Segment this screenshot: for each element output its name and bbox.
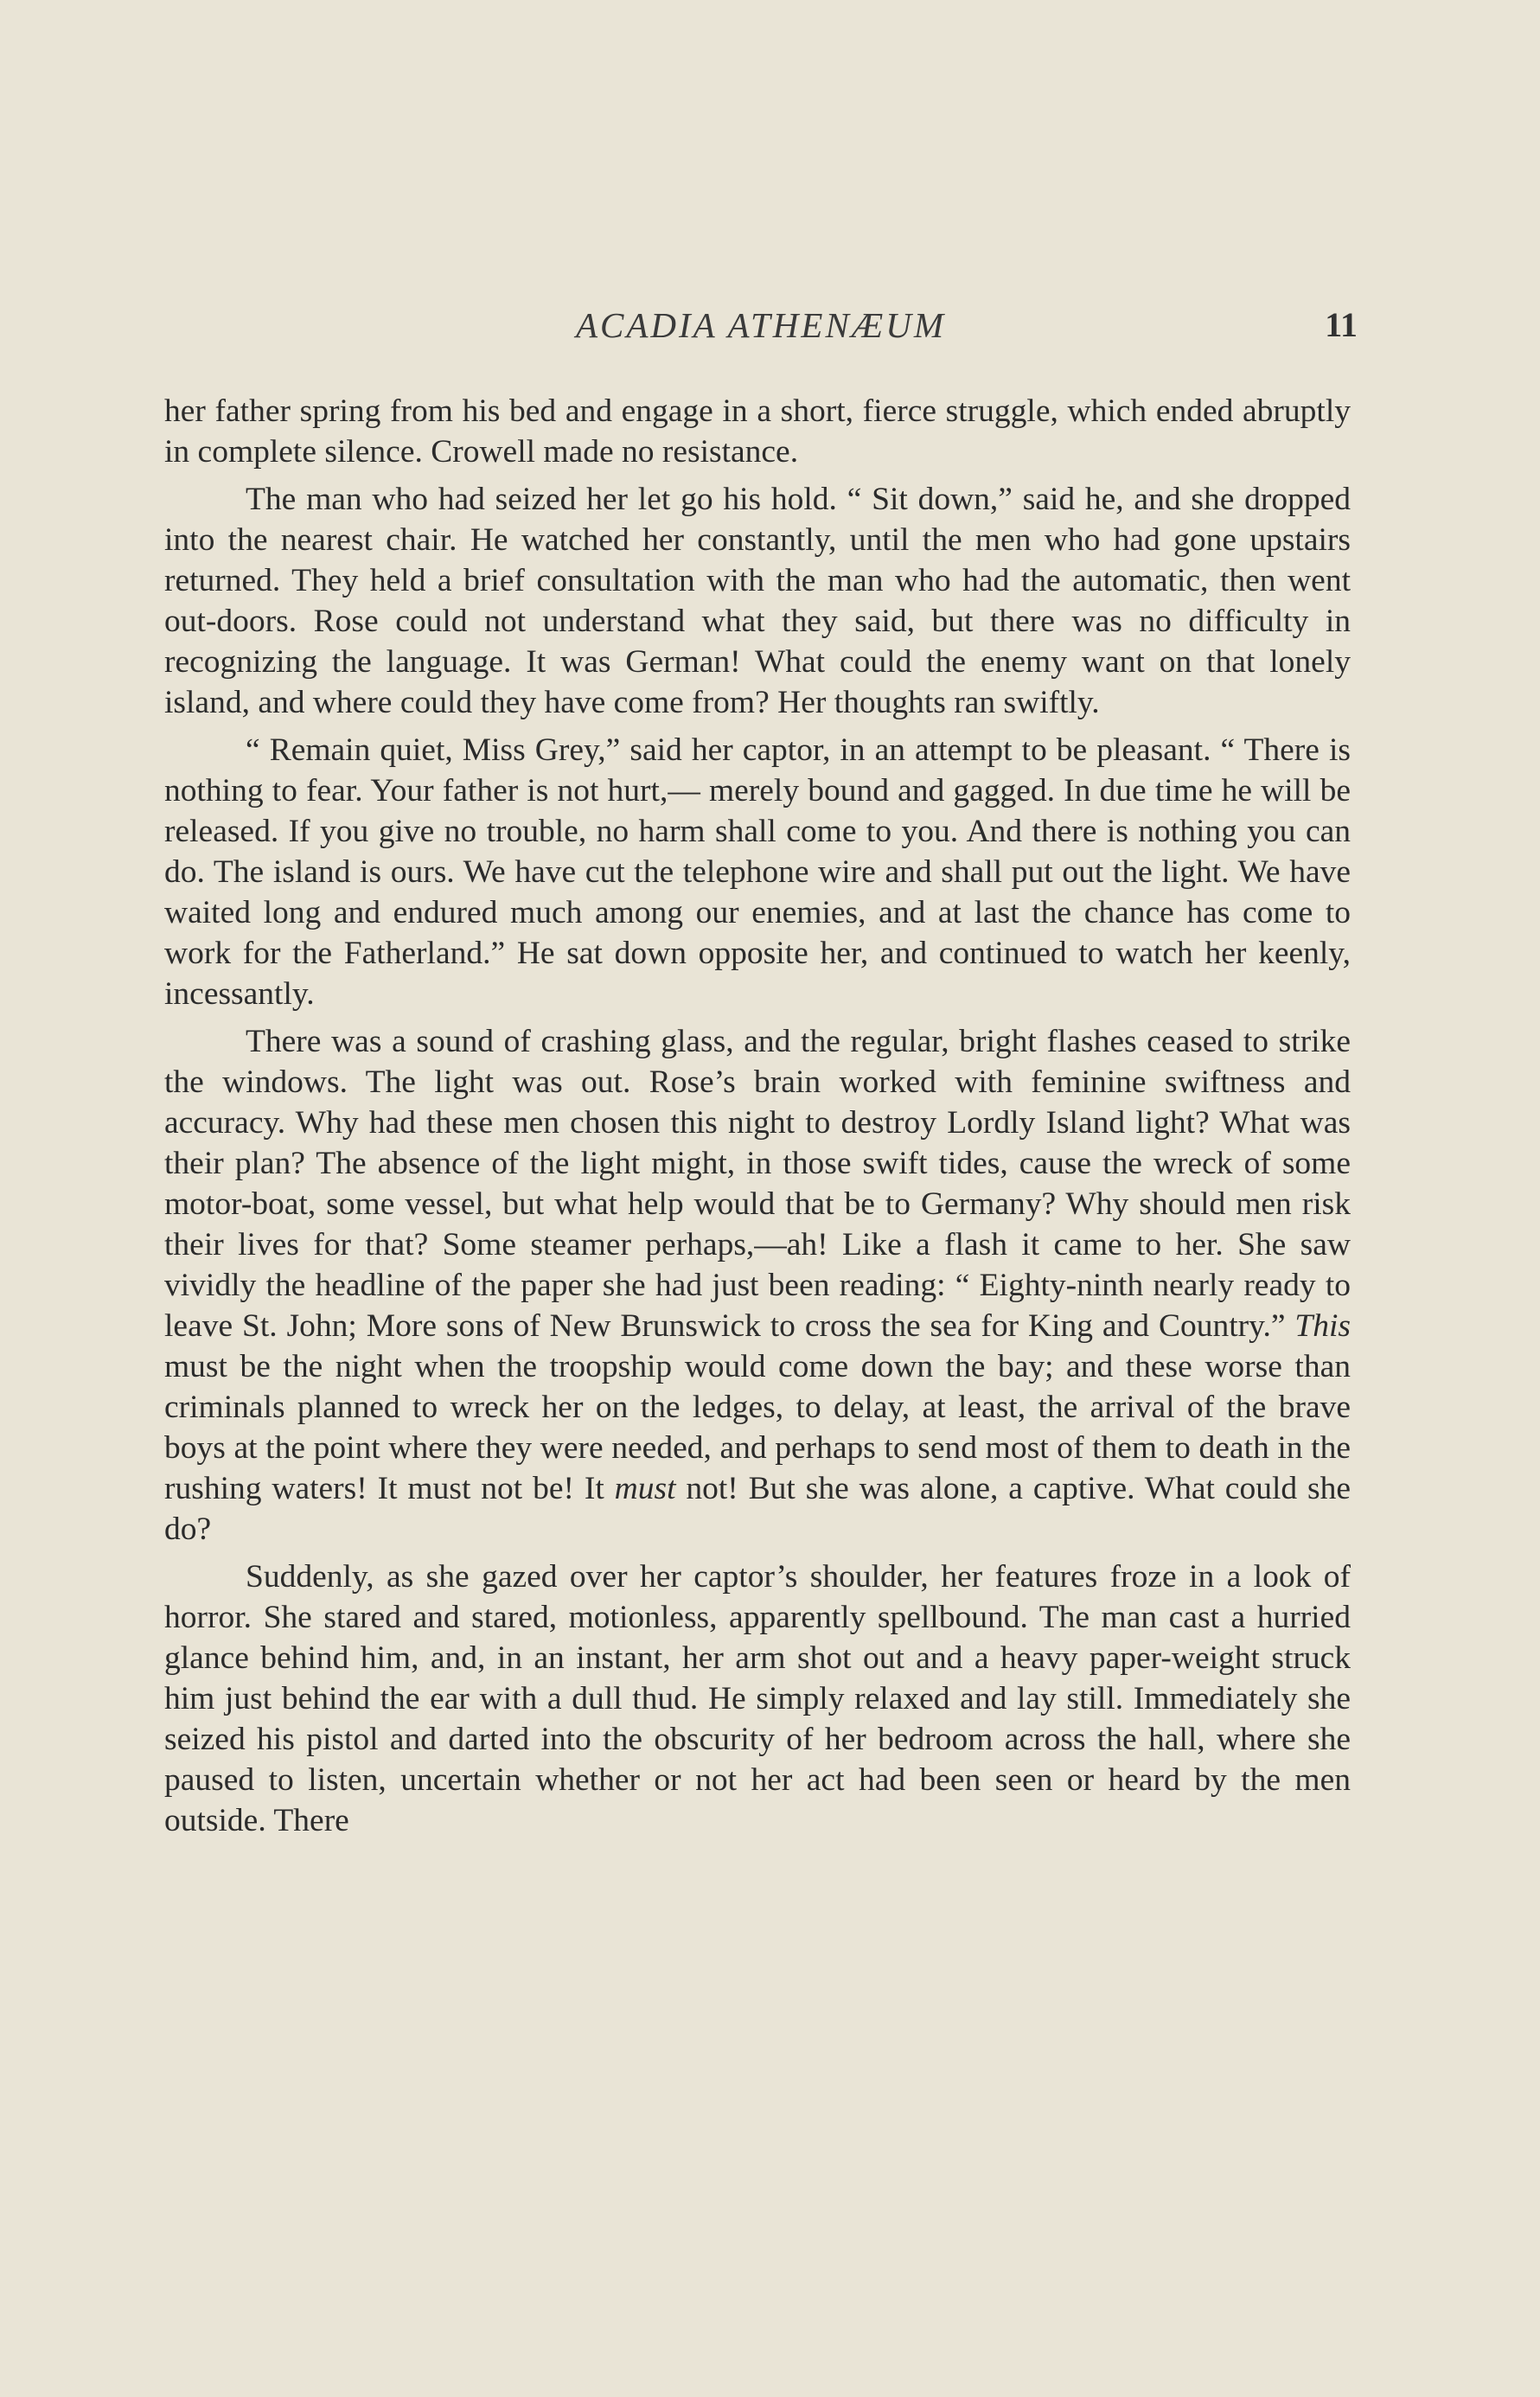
paragraph-4-emphasis-this: This [1294,1308,1351,1344]
paragraph-2: The man who had seized her let go his hold. “ Sit down,” said he, and she dropped into the nearest chair. He watched her constantly, until the men who had gone upstairs returned. They held a brief consultation with the man who had the automatic, then went out-doors. Rose could not understand what they said, but there was no difficulty in recognizing the language. It was German! What could the enemy want on that lonely island, and where could they have come from? Her thoughts ran swiftly. [164,482,1351,720]
paragraph-4-part-1: There was a sound of crashing glass, and the regular, bright flashes ceased to strike the windows. The light was out. Rose’s brain worked with feminine swiftness and accuracy. Why had these men chosen this night to destroy Lordly Island light? What was their plan? The absence of the light might, in those swift tides, cause the wreck of some motor-boat, some vessel, but what help would that be to Germany? Why should men risk their lives for that? Some steamer perhaps,—ah! Like a flash it came to her. She saw vividly the headline of the paper she had just been reading: “ Eighty-ninth nearly ready to leave St. John; More sons of New Brunswick to cross the sea for King and Country.” [164,1024,1351,1344]
paragraph-4-emphasis-must: must [614,1471,676,1506]
paragraph-1: her father spring from his bed and engage in a short, fierce struggle, which ended abruptly in complete silence. Crowell made no resistance. [164,393,1351,470]
running-title: ACADIA ATHENÆUM [575,305,947,345]
paragraph-4-part-3: not! But she was alone, a captive. What could she do? [164,1471,1351,1547]
paragraph-3: “ Remain quiet, Miss Grey,” said her captor, in an attempt to be pleasant. “ There is nothing to fear. Your father is not hurt,— merely bound and gagged. In due time he will be released. If you give no trouble, no harm shall come to you. And there is nothing you can do. The island is ours. We have cut the telephone wire and shall put out the light. We have waited long and endured much among our enemies, and at last the chance has come to work for the Fatherland.” He sat down opposite her, and continued to watch her keenly, incessantly. [164,732,1351,1012]
paragraph-5: Suddenly, as she gazed over her captor’s shoulder, her features froze in a look of horror. She stared and stared, motionless, apparently spellbound. The man cast a hurried glance behind him, and, in an instant, her arm shot out and a heavy paper-weight struck him just behind the ear with a dull thud. He simply relaxed and lay still. Immediately she seized his pistol and darted into the obscurity of her bedroom across the hall, where she paused to listen, uncertain whether or not her act had been seen or heard by the men outside. There [164,1559,1351,1838]
paragraph-4 [164,1021,1351,1550]
paragraph-4-part-2: must be the night when the troopship would come down the bay; and these worse than criminals planned to wreck her on the ledges, to delay, at least, the arrival of the brave boys at the point where they were needed, and perhaps to send most of them to death in the rushing waters! It must not be! It [164,1349,1351,1506]
page-number: 11 [1325,305,1358,344]
page-header [164,304,1358,356]
body-text [164,391,1351,1841]
